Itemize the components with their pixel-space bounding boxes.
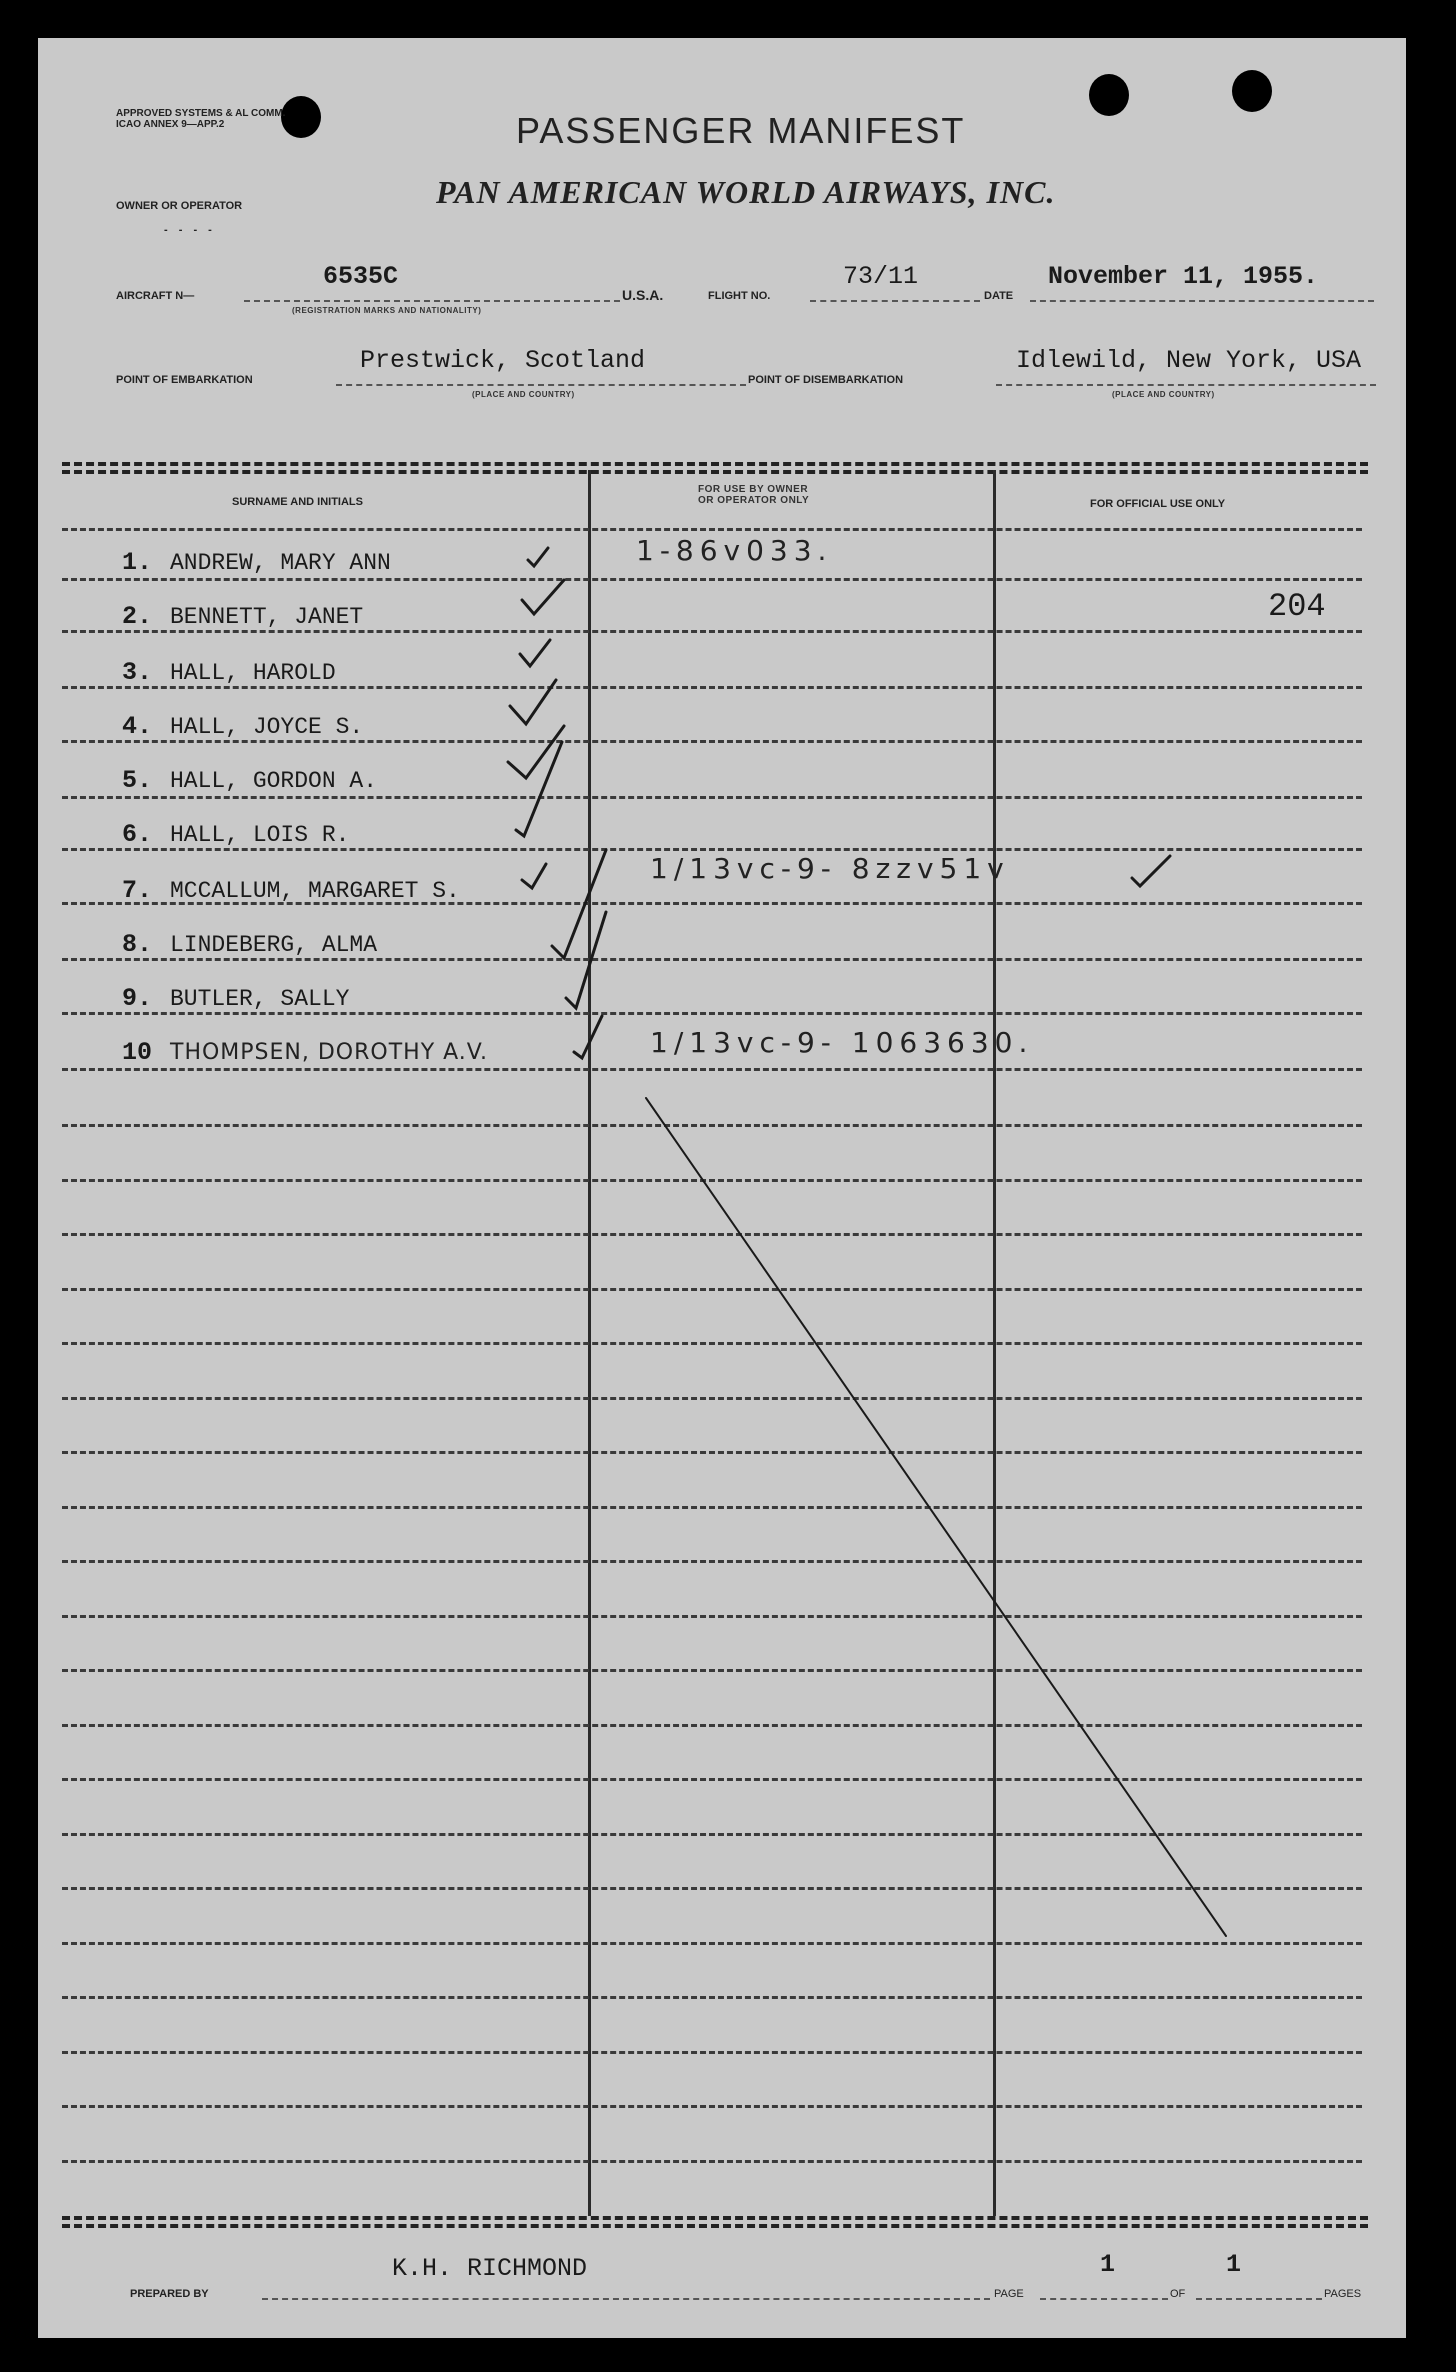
check-mark [1132,856,1170,886]
page-number: 1 [1100,2250,1116,2279]
passenger-name: LINDEBERG, ALMA [170,932,378,958]
embarkation-value: Prestwick, Scotland [360,346,646,375]
check-mark [510,680,556,724]
passenger-number: 4. [122,712,153,741]
passenger-number: 1. [122,548,153,577]
embarkation-place-note: (PLACE AND COUNTRY) [472,390,575,399]
check-mark [508,726,564,778]
embarkation-label: POINT OF EMBARKATION [116,374,253,386]
date-value: November 11, 1955. [1048,262,1319,291]
passenger-number: 7. [122,876,153,905]
owner-operator-label: OWNER OR OPERATOR [116,200,243,212]
disembarkation-place-note: (PLACE AND COUNTRY) [1112,390,1215,399]
column-header-official: FOR OFFICIAL USE ONLY [1090,498,1226,510]
date-label: DATE [984,290,1014,302]
check-mark [520,640,550,666]
passenger-name: ANDREW, MARY ANN [170,550,391,576]
disembarkation-label: POINT OF DISEMBARKATION [748,374,904,386]
usa-label: U.S.A. [622,287,664,303]
handwritten-entry-row1: 1-86v033. [636,534,833,567]
passenger-number: 3. [122,658,153,687]
passenger-number: 8. [122,930,153,959]
handwritten-entry-row2-official: 204 [1268,588,1326,625]
handwritten-entry-row7: 1/13vc-9- 8zzv51v [650,852,1010,885]
owner-operator-value: - - - - [164,224,216,236]
cancel-stroke [646,1098,1226,1936]
handwritten-entry-row10: 1/13vc-9- 1063630. [650,1026,1034,1059]
check-mark [522,580,564,614]
check-mark [516,742,562,836]
check-mark [566,912,606,1008]
passenger-name: HALL, HAROLD [170,660,336,686]
column-header-surname: SURNAME AND INITIALS [232,496,363,508]
check-mark [522,864,546,888]
total-pages: 1 [1226,2250,1242,2279]
page-title: PASSENGER MANIFEST [516,110,966,151]
passenger-name: HALL, JOYCE S. [170,714,364,740]
disembarkation-value: Idlewild, New York, USA [1016,346,1362,375]
company-name: PAN AMERICAN WORLD AIRWAYS, INC. [436,174,1056,210]
aircraft-value: 6535C [323,262,399,291]
flight-no-value: 73/11 [843,262,919,291]
of-label: OF [1170,2288,1186,2300]
registration-note: (REGISTRATION MARKS AND NATIONALITY) [292,306,482,315]
passenger-number: 10 [122,1038,153,1067]
passenger-name: HALL, LOIS R. [170,822,350,848]
passenger-name: HALL, GORDON A. [170,768,378,794]
prepared-by-value: K.H. RICHMOND [392,2254,588,2283]
column-header-owner: FOR USE BY OWNER OR OPERATOR ONLY [698,484,810,506]
passenger-number: 6. [122,820,153,849]
passenger-name: BUTLER, SALLY [170,986,350,1012]
check-mark [528,548,548,566]
flight-no-label: FLIGHT NO. [708,290,771,302]
passenger-name: BENNETT, JANET [170,604,364,630]
aircraft-label: AIRCRAFT N— [116,290,195,302]
prepared-by-label: PREPARED BY [130,2288,209,2300]
passenger-number: 2. [122,602,153,631]
passenger-number: 9. [122,984,153,1013]
passenger-number: 5. [122,766,153,795]
check-mark [574,1016,602,1058]
passenger-name: THOMPSEN, DOROTHY A.V. [170,1040,488,1065]
page-label: PAGE [994,2288,1024,2300]
pages-label: PAGES [1324,2288,1362,2300]
passenger-name: MCCALLUM, MARGARET S. [170,878,460,904]
form-approval-note: APPROVED SYSTEMS & AL COMM. ICAO ANNEX 9—APP.2 [116,108,286,130]
